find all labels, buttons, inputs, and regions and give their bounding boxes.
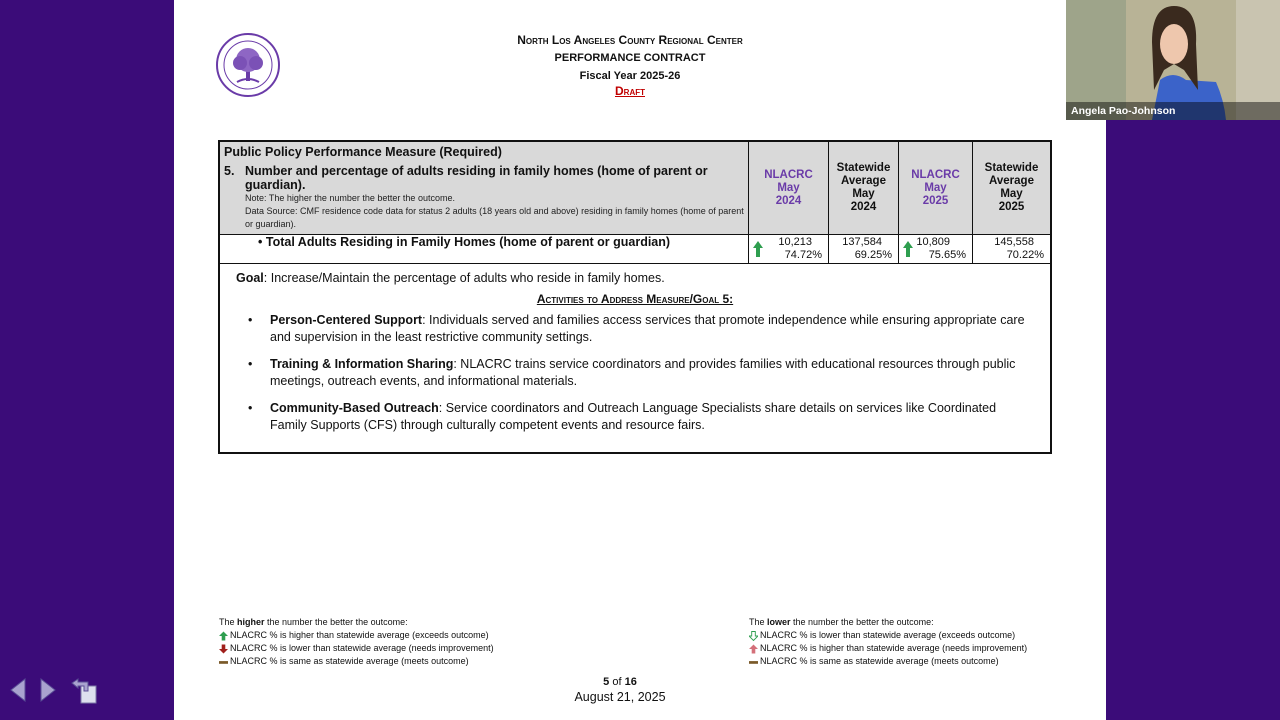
contract-title: PERFORMANCE CONTRACT: [554, 52, 706, 64]
return-icon[interactable]: [70, 677, 98, 705]
measure-box: [218, 140, 1052, 454]
down-green-arrow-icon: [749, 631, 758, 641]
up-green-arrow-icon: [219, 631, 228, 641]
up-pink-arrow-icon: [749, 644, 758, 654]
measure-table: [220, 142, 1050, 266]
measure-text: Number and percentage of adults residing in family homes (home of parent or guardian).: [245, 164, 708, 192]
bullet: •: [248, 313, 253, 327]
value-nlacrc-2025: 10,809 75.65%: [899, 234, 973, 264]
slide-date: August 21, 2025: [574, 690, 666, 704]
activity-item: • Training & Information Sharing: NLACRC trains service coordinators and provides families with educational resources through public meetings, outreach events, and informational materials.: [248, 357, 1016, 388]
measure-header-cell: [220, 142, 749, 234]
data-source: Data Source: CMF residence code data for status 2 adults (18 years old and above) residing in family homes (home of parent or guardian).: [245, 206, 744, 229]
bullet: •: [248, 401, 253, 415]
section-title: Public Policy Performance Measure (Required): [224, 145, 502, 159]
page-number: 5 of 16: [603, 676, 637, 688]
activity-item: • Community-Based Outreach: Service coordinators and Outreach Language Specialists share details on services like Coordinated Family Supports (CFS) through culturally competent events and resource fairs.: [248, 401, 997, 432]
col-header-nlacrc-2025: NLACRC May 2025: [899, 142, 973, 234]
col-header-statewide-2025: Statewide Average May 2025: [973, 142, 1050, 234]
measure-title: [224, 164, 744, 192]
value-statewide-2024: 137,584 69.25%: [829, 234, 899, 264]
measure-note: Note: The higher the number the better the outcome.: [245, 193, 455, 203]
equal-bar-icon: [749, 657, 758, 667]
legend-item: NLACRC % is lower than statewide average (needs improvement): [219, 642, 494, 655]
up-green-arrow-icon: [753, 241, 763, 257]
legend-lower-better: The lower the number the better the outcome: NLACRC % is lower than statewide average (exceeds outcome) NLACRC % is higher than statewide average (needs improvement) NLACRC % is same as statewide average (meets outcome): [749, 617, 1028, 666]
activity-item: • Person-Centered Support: Individuals served and families access services that promote independence while ensuring appropriate care and supervision in the least restrictive community settings.: [248, 313, 1025, 344]
goal-label: Goal: [236, 271, 264, 285]
next-slide-icon[interactable]: [38, 677, 58, 703]
nlacrc-logo: [215, 32, 281, 98]
equal-bar-icon: [219, 657, 228, 667]
activities-title: Activities to Address Measure/Goal 5:: [536, 292, 734, 306]
slide-header: [420, 31, 840, 98]
legend-item: NLACRC % is lower than statewide average (exceeds outcome): [749, 629, 1027, 642]
participant-video-tile[interactable]: [1066, 0, 1280, 120]
measure-number: 5.: [224, 164, 235, 178]
goal-text: : Increase/Maintain the percentage of adults who reside in family homes.: [263, 271, 665, 285]
legend-item: NLACRC % is higher than statewide average (needs improvement): [749, 642, 1027, 655]
up-green-arrow-icon: [903, 241, 913, 257]
previous-slide-icon[interactable]: [8, 677, 28, 703]
bullet: •: [258, 235, 266, 249]
value-statewide-2025: 145,558 70.22%: [973, 234, 1050, 264]
row-label: • Total Adults Residing in Family Homes (home of parent or guardian): [220, 234, 749, 264]
col-header-statewide-2024: Statewide Average May 2024: [829, 142, 899, 234]
value-nlacrc-2024: 10,213 74.72%: [749, 234, 829, 264]
fiscal-year: Fiscal Year 2025-26: [579, 70, 681, 82]
goal-statement: [236, 271, 665, 285]
col-header-nlacrc-2024: NLACRC May 2024: [749, 142, 829, 234]
draft-label: Draft: [615, 84, 645, 98]
legend-item: NLACRC % is same as statewide average (meets outcome): [219, 655, 494, 668]
legend-item: NLACRC % is higher than statewide average (exceeds outcome): [219, 629, 494, 642]
legend-item: NLACRC % is same as statewide average (meets outcome): [749, 655, 1027, 668]
down-red-arrow-icon: [219, 644, 228, 654]
bullet: •: [248, 357, 253, 371]
org-name: North Los Angeles County Regional Center: [517, 33, 743, 47]
legend-higher-better: The higher the number the better the outcome: NLACRC % is higher than statewide average (exceeds outcome) NLACRC % is lower than statewide average (needs improvement) NLACRC % is same as statewide average (meets outcome): [219, 617, 494, 666]
participant-name: Angela Pao-Johnson: [1071, 105, 1176, 117]
